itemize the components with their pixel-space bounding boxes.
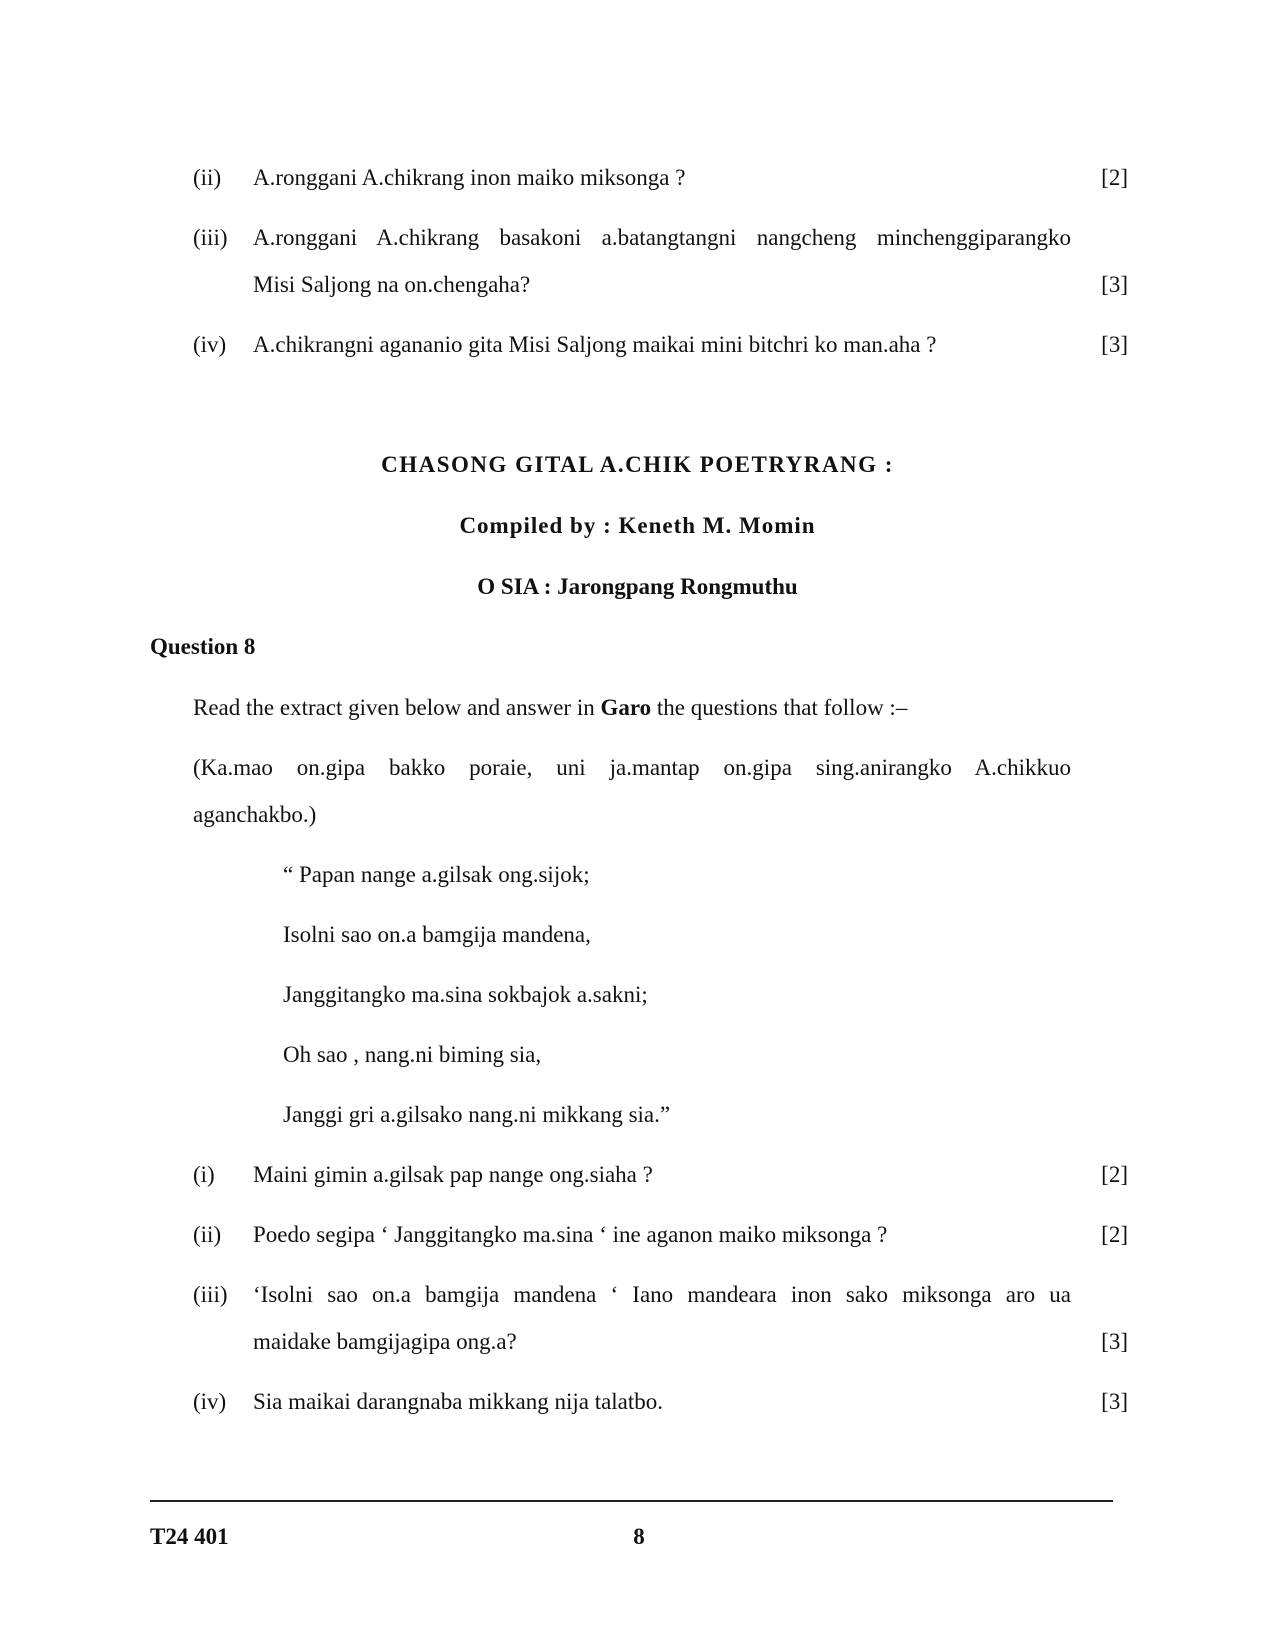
poem-line: Oh sao , nang.ni biming sia, bbox=[283, 1042, 542, 1067]
question-row-continued bbox=[0, 1328, 1275, 1358]
question-row bbox=[0, 1388, 1275, 1418]
question-row bbox=[0, 1161, 1275, 1191]
question-text: A.ronggani A.chikrang inon maiko miksonga ? bbox=[253, 165, 686, 190]
question-mark: [3] bbox=[1101, 1389, 1128, 1414]
question-mark: [2] bbox=[1101, 165, 1128, 190]
extract-note-continued: aganchakbo.) bbox=[193, 802, 317, 827]
question-text: maidake bamgijagipa ong.a? bbox=[253, 1329, 517, 1354]
question-mark: [3] bbox=[1101, 272, 1128, 297]
question-row bbox=[0, 331, 1275, 361]
question-mark: [2] bbox=[1101, 1222, 1128, 1247]
question-number: (i) bbox=[193, 1162, 215, 1187]
question-row bbox=[0, 1281, 1275, 1311]
footer-divider bbox=[150, 1500, 1113, 1502]
question-mark: [2] bbox=[1101, 1162, 1128, 1187]
poem-line: Isolni sao on.a bamgija mandena, bbox=[283, 922, 591, 947]
question-text: ‘Isolni sao on.a bamgija mandena ‘ Iano mandeara inon sako miksonga aro ua bbox=[253, 1282, 1071, 1307]
question-text: Maini gimin a.gilsak pap nange ong.siaha ? bbox=[253, 1162, 653, 1187]
question-mark: [3] bbox=[1101, 332, 1128, 357]
question-text: A.ronggani A.chikrang basakoni a.batangtangni nangcheng minchenggiparangko bbox=[253, 225, 1071, 250]
poem-line: Janggitangko ma.sina sokbajok a.sakni; bbox=[283, 982, 648, 1007]
question-text: A.chikrangni agananio gita Misi Saljong maikai mini bitchri ko man.aha ? bbox=[253, 332, 937, 357]
question-number: (iv) bbox=[193, 332, 227, 357]
question-row-continued bbox=[0, 271, 1275, 301]
question-number: (ii) bbox=[193, 1222, 222, 1247]
paper-code: T24 401 bbox=[150, 1524, 229, 1549]
question-text: Poedo segipa ‘ Janggitangko ma.sina ‘ ine aganon maiko miksonga ? bbox=[253, 1222, 888, 1247]
poem-line: Janggi gri a.gilsako nang.ni mikkang sia.” bbox=[283, 1102, 671, 1127]
question-number: (iv) bbox=[193, 1389, 227, 1414]
question-row bbox=[0, 1221, 1275, 1251]
instruction bbox=[193, 694, 907, 722]
instruction-text: Read the extract given below and answer in bbox=[193, 695, 601, 720]
instruction-text-end: the questions that follow :– bbox=[651, 695, 908, 720]
question-mark: [3] bbox=[1101, 1329, 1128, 1354]
question-row bbox=[0, 224, 1275, 254]
question-row bbox=[0, 164, 1275, 194]
extract-note: (Ka.mao on.gipa bakko poraie, uni ja.mantap on.gipa sing.anirangko A.chikkuo bbox=[193, 755, 1071, 780]
question-number: (iii) bbox=[193, 1282, 228, 1307]
question-number: (ii) bbox=[193, 165, 222, 190]
compiled-by: Compiled by : Keneth M. Momin bbox=[459, 513, 816, 538]
poem-title: O SIA : Jarongpang Rongmuthu bbox=[477, 574, 798, 599]
question-text: Sia maikai darangnaba mikkang nija talatbo. bbox=[253, 1389, 664, 1414]
question-number: (iii) bbox=[193, 225, 228, 250]
question-text: Misi Saljong na on.chengaha? bbox=[253, 272, 531, 297]
poem-line: “ Papan nange a.gilsak ong.sijok; bbox=[283, 862, 590, 887]
page-number: 8 bbox=[633, 1524, 645, 1549]
question-label: Question 8 bbox=[150, 634, 256, 659]
instruction-language: Garo bbox=[600, 695, 652, 720]
section-title: CHASONG GITAL A.CHIK POETRYRANG : bbox=[381, 452, 894, 477]
